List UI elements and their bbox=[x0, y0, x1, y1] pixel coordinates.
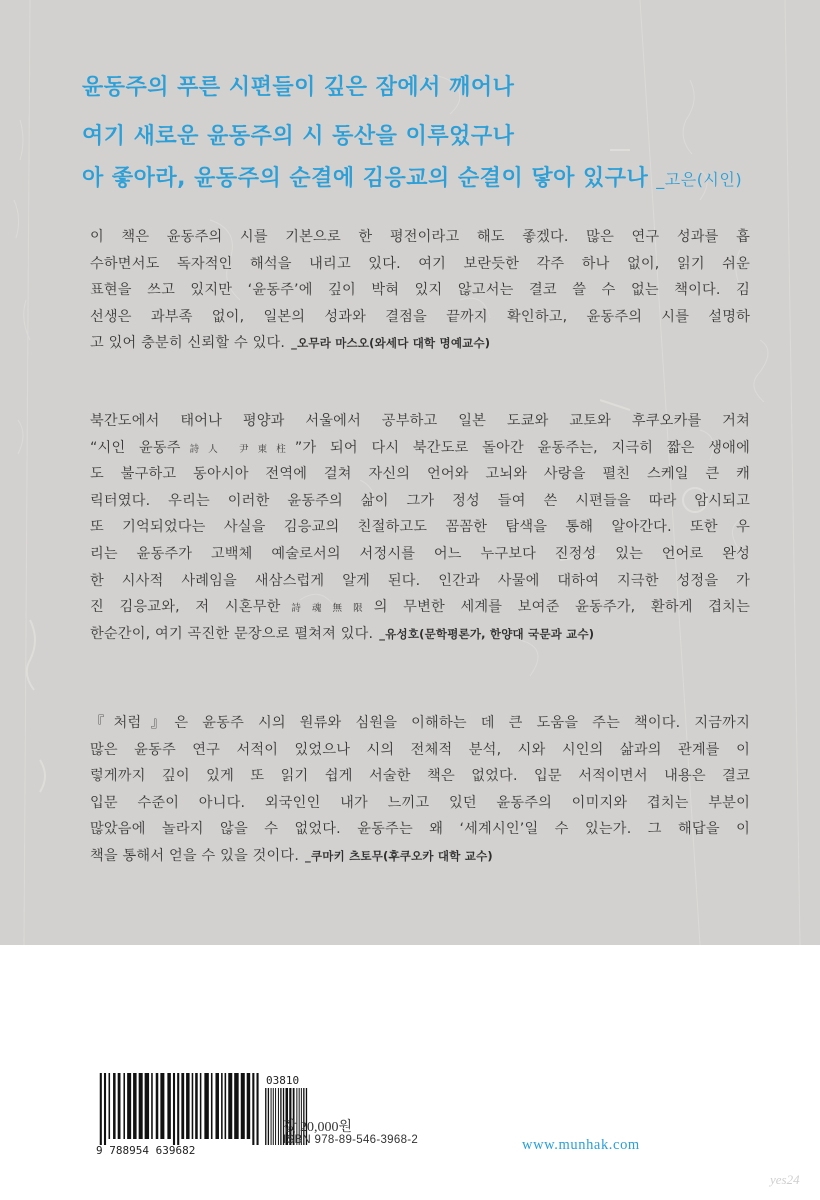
barcode-bar bbox=[109, 1073, 111, 1139]
barcode-bar bbox=[280, 1088, 281, 1145]
blurb-quote-line-2: 여기 새로운 윤동주의 시 동산을 이루었구나 bbox=[82, 124, 515, 149]
barcode-bar bbox=[100, 1073, 102, 1145]
review-line: 렇게까지 깊이 있게 또 읽기 쉽게 서술한 책은 없었다. 입문 서적이면서 내용은 결코 bbox=[90, 768, 750, 785]
barcode-bar bbox=[133, 1073, 137, 1139]
review-line-with-hanja bbox=[90, 435, 750, 462]
barcode-bar bbox=[167, 1073, 171, 1139]
barcode-bar bbox=[173, 1073, 175, 1145]
barcode-bar bbox=[252, 1073, 254, 1145]
barcode-bar bbox=[211, 1073, 213, 1139]
barcode-bar bbox=[241, 1073, 245, 1139]
review-text-part: 진 김응교와, 저 시혼무한 bbox=[90, 599, 281, 616]
review-line-text: 책을 통해서 얻을 수 있을 것이다. bbox=[90, 847, 300, 864]
barcode-bar bbox=[204, 1073, 208, 1139]
barcode-bar bbox=[271, 1088, 272, 1145]
review-line: 또 기억되었다는 사실을 김응교의 친절하고도 꼼꼼한 탐색을 통해 알아간다. 또한 우 bbox=[90, 519, 750, 536]
barcode-bar bbox=[186, 1073, 190, 1139]
review-line: 선생은 과부족 없이, 일본의 성과와 결점을 끝까지 확인하고, 윤동주의 시를 설명하 bbox=[90, 308, 750, 325]
barcode-bar bbox=[139, 1073, 143, 1139]
reviewer-credit: _쿠마키 츠토무(후쿠오카 대학 교수) bbox=[305, 848, 493, 863]
reviewer-credit: _유성호(문학평론가, 한양대 국문과 교수) bbox=[379, 626, 595, 641]
review-line-text: 한순간이, 여기 곡진한 문장으로 펼쳐져 있다. bbox=[90, 625, 374, 642]
barcode-bar bbox=[225, 1073, 227, 1139]
quote-attribution: _고은(시인) bbox=[656, 170, 743, 189]
review-line: 이 책은 윤동주의 시를 기본으로 한 평전이라고 해도 좋겠다. 많은 연구 성과를 흡 bbox=[90, 229, 750, 245]
review-line: 릭터였다. 우리는 이러한 윤동주의 삶이 그가 정성 들여 쓴 시편들을 따라 암시되고 bbox=[90, 492, 750, 509]
addon-barcode-number: 03810 bbox=[266, 1074, 300, 1087]
barcode-number: 9 788954 639682 bbox=[96, 1144, 196, 1157]
review-kumaki bbox=[90, 710, 750, 870]
review-line-with-hanja bbox=[90, 594, 750, 621]
barcode-bar bbox=[215, 1073, 219, 1139]
review-line: 북간도에서 태어나 평양과 서울에서 공부하고 일본 도쿄와 교토와 후쿠오카를 거쳐 bbox=[90, 413, 750, 429]
hanja-annotation: 詩魂無限 bbox=[280, 603, 374, 615]
review-line: 수하면서도 독자적인 해석을 내리고 있다. 여기 보란듯한 각주 하나 없이, 읽기 쉬운 bbox=[90, 255, 750, 272]
barcode-bar bbox=[221, 1073, 223, 1139]
reviewer-credit: _오무라 마스오(와세다 대학 명예교수) bbox=[291, 336, 491, 351]
barcode-bar bbox=[160, 1073, 164, 1139]
review-line: 표현을 쓰고 있지만 ‘윤동주’에 깊이 박혀 있지 않고서는 결코 쓸 수 없는 책이다. 김 bbox=[90, 282, 750, 299]
barcode-bar bbox=[104, 1073, 106, 1145]
hanja-annotation: 詩人 尹東柱 bbox=[180, 443, 295, 455]
barcode-bar bbox=[275, 1088, 276, 1145]
isbn-barcode bbox=[98, 1073, 262, 1145]
barcode-bar bbox=[151, 1073, 153, 1139]
review-line: 많은 윤동주 연구 서적이 있었으나 시의 전체적 분석, 시와 시인의 삶과의 관계를 이 bbox=[90, 741, 750, 758]
barcode-bar bbox=[156, 1073, 159, 1139]
review-line: 한 시사적 사례임을 새삼스럽게 알게 된다. 인간과 사물에 대하여 지극한 성정을 가 bbox=[90, 572, 750, 589]
barcode-bar bbox=[200, 1073, 202, 1139]
barcode-bar bbox=[268, 1088, 269, 1145]
barcode-bar bbox=[257, 1073, 259, 1145]
price-label: 값 20,000원 bbox=[283, 1120, 353, 1135]
review-text-part: ”가 되어 다시 북간도로 돌아간 윤동주는, 지극히 짧은 생애에 bbox=[294, 439, 750, 456]
review-line-last bbox=[90, 843, 750, 870]
barcode-bar bbox=[113, 1073, 116, 1139]
barcode-bar bbox=[118, 1073, 121, 1139]
isbn-label: ISBN 978-89-546-3968-2 bbox=[283, 1134, 419, 1146]
barcode-bar bbox=[127, 1073, 131, 1139]
review-line: 입문 수준이 아니다. 외국인인 내가 느끼고 있던 윤동주의 이미지와 겹치는 부분이 bbox=[90, 794, 750, 811]
review-text-part: 의 무변한 세계를 보여준 윤동주가, 환하게 겹치는 bbox=[373, 599, 750, 616]
barcode-bar bbox=[228, 1073, 232, 1139]
barcode-bar bbox=[145, 1073, 149, 1139]
publisher-url: www.munhak.com bbox=[522, 1137, 640, 1153]
review-line-last bbox=[90, 330, 750, 357]
review-line: 리는 윤동주가 고백체 예술로서의 서정시를 어느 누구보다 진정성 있는 언어로 완성 bbox=[90, 545, 750, 562]
barcode-bar bbox=[273, 1088, 274, 1145]
review-text-part: “시인 윤동주 bbox=[90, 439, 181, 456]
barcode-bar bbox=[123, 1073, 125, 1139]
blurb-quote-line-3 bbox=[82, 161, 742, 192]
retailer-watermark: yes24 bbox=[770, 1172, 800, 1187]
barcode-bar bbox=[181, 1073, 184, 1139]
barcode-bar bbox=[192, 1073, 194, 1139]
barcode-bar bbox=[234, 1073, 238, 1139]
barcode-bar bbox=[265, 1088, 266, 1145]
review-line: 도 불구하고 동아시아 전역에 걸쳐 자신의 언어와 고뇌와 사랑을 펼친 스케일 큰 캐 bbox=[90, 466, 750, 483]
barcode-bar bbox=[278, 1088, 279, 1145]
blurb-quote-line-3-text: 아 좋아라, 윤동주의 순결에 김응교의 순결이 닿아 있구나 bbox=[82, 166, 649, 191]
barcode-bar bbox=[247, 1073, 251, 1139]
review-line: 『처럼』은 윤동주 시의 원류와 심원을 이해하는 데 큰 도움을 주는 책이다. 지금까지 bbox=[90, 715, 750, 731]
barcode-bar bbox=[195, 1073, 198, 1139]
review-line-last bbox=[90, 621, 750, 648]
review-line-text: 고 있어 충분히 신뢰할 수 있다. bbox=[90, 335, 286, 352]
review-omura bbox=[90, 224, 750, 357]
review-yoo-seong-ho bbox=[90, 408, 750, 647]
review-line: 많았음에 놀라지 않을 수 없었다. 윤동주는 왜 ‘세계시인’일 수 있는가. 그 해답을 이 bbox=[90, 821, 750, 838]
blurb-quote-line-1: 윤동주의 푸른 시편들이 깊은 잠에서 깨어나 bbox=[82, 75, 515, 100]
barcode-bar bbox=[177, 1073, 179, 1145]
